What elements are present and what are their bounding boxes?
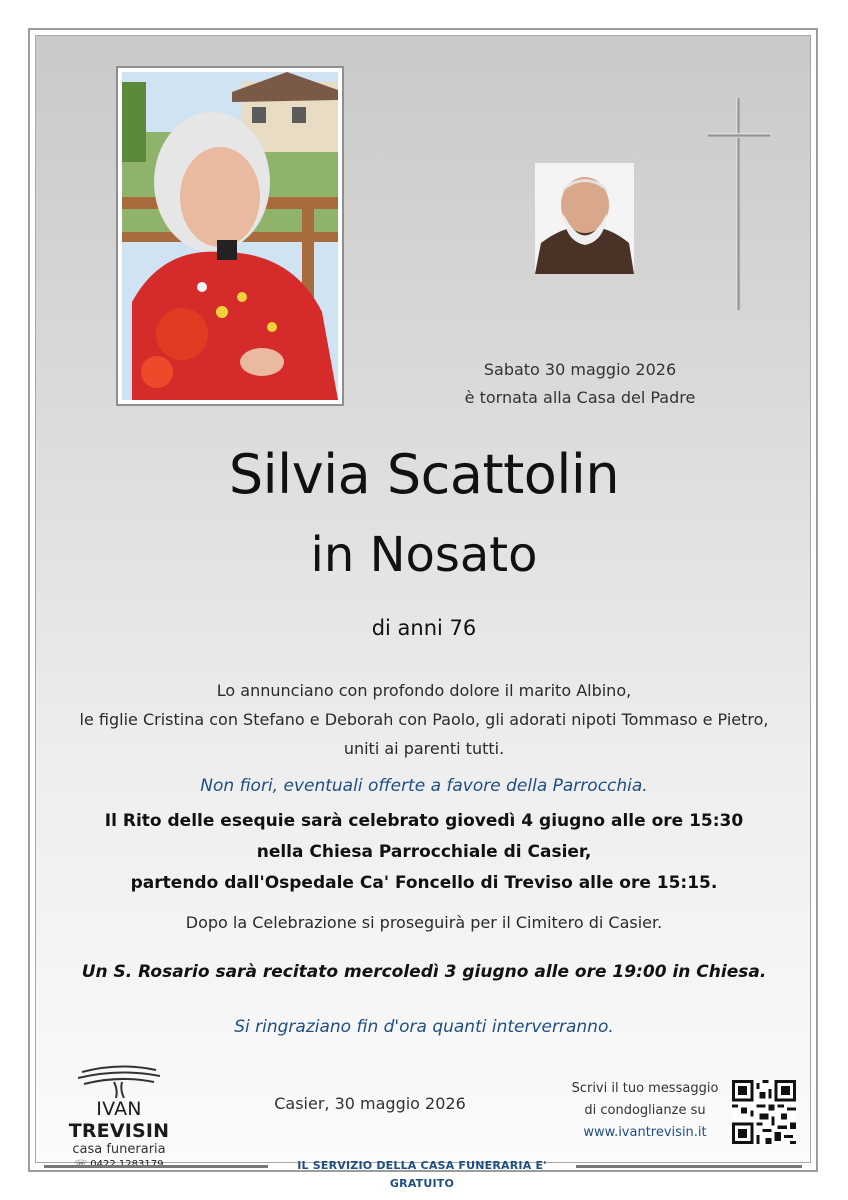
rosary-note: Un S. Rosario sarà recitato mercoledì 3 giugno alle ore 19:00 in Chiesa. — [81, 962, 767, 982]
death-date: Sabato 30 maggio 2026 — [483, 360, 677, 379]
deceased-age: di anni 76 — [371, 616, 477, 640]
cross-icon-bar — [708, 133, 770, 138]
logo-subtitle: casa funeraria — [72, 1142, 166, 1157]
announcement — [40, 676, 808, 763]
rite-line: Il Rito delle esequie sarà celebrato giovedì 4 giugno alle ore 15:30 — [104, 811, 744, 831]
condolences-block — [560, 1078, 730, 1144]
saint-portrait — [535, 163, 634, 274]
qr-code-icon[interactable] — [732, 1080, 796, 1144]
funeral-home-logo — [44, 1062, 194, 1158]
deceased-portrait — [116, 66, 344, 406]
tree-logo-icon — [74, 1062, 164, 1098]
returned-line: è tornata alla Casa del Padre — [464, 388, 696, 407]
death-date-block — [440, 356, 720, 412]
footer-divider — [576, 1165, 802, 1168]
deceased-name: Silvia Scattolin — [228, 443, 620, 506]
footer-divider — [44, 1165, 268, 1168]
rite-line: partendo dall'Ospedale Ca' Foncello di Treviso alle ore 15:15. — [130, 873, 718, 893]
announcement-line: Lo annunciano con profondo dolore il marito Albino, — [216, 681, 632, 700]
condolences-line: di condoglianze su — [584, 1103, 706, 1118]
announcement-line: le figlie Cristina con Stefano e Deborah con Paolo, gli adorati nipoti Tommaso e Pietro, — [79, 710, 769, 729]
rite-line: nella Chiesa Parrocchiale di Casier, — [256, 842, 592, 862]
thanks-note: Si ringraziano fin d'ora quanti interverranno. — [234, 1017, 614, 1037]
after-ceremony: Dopo la Celebrazione si proseguirà per il Cimitero di Casier. — [185, 913, 663, 932]
place-date: Casier, 30 maggio 2026 — [274, 1094, 466, 1113]
cross-icon — [736, 98, 741, 310]
flowers-note: Non fiori, eventuali offerte a favore della Parrocchia. — [200, 776, 648, 796]
website-link[interactable]: www.ivantrevisin.it — [583, 1125, 707, 1140]
married-name: in Nosato — [310, 527, 538, 583]
condolences-line: Scrivi il tuo messaggio — [571, 1081, 719, 1096]
announcement-line: uniti ai parenti tutti. — [343, 739, 505, 758]
logo-name: IVAN TREVISIN — [68, 1098, 170, 1142]
funeral-rite — [40, 806, 808, 899]
service-note: IL SERVIZIO DELLA CASA FUNERARIA E' GRATUITO — [297, 1159, 547, 1190]
